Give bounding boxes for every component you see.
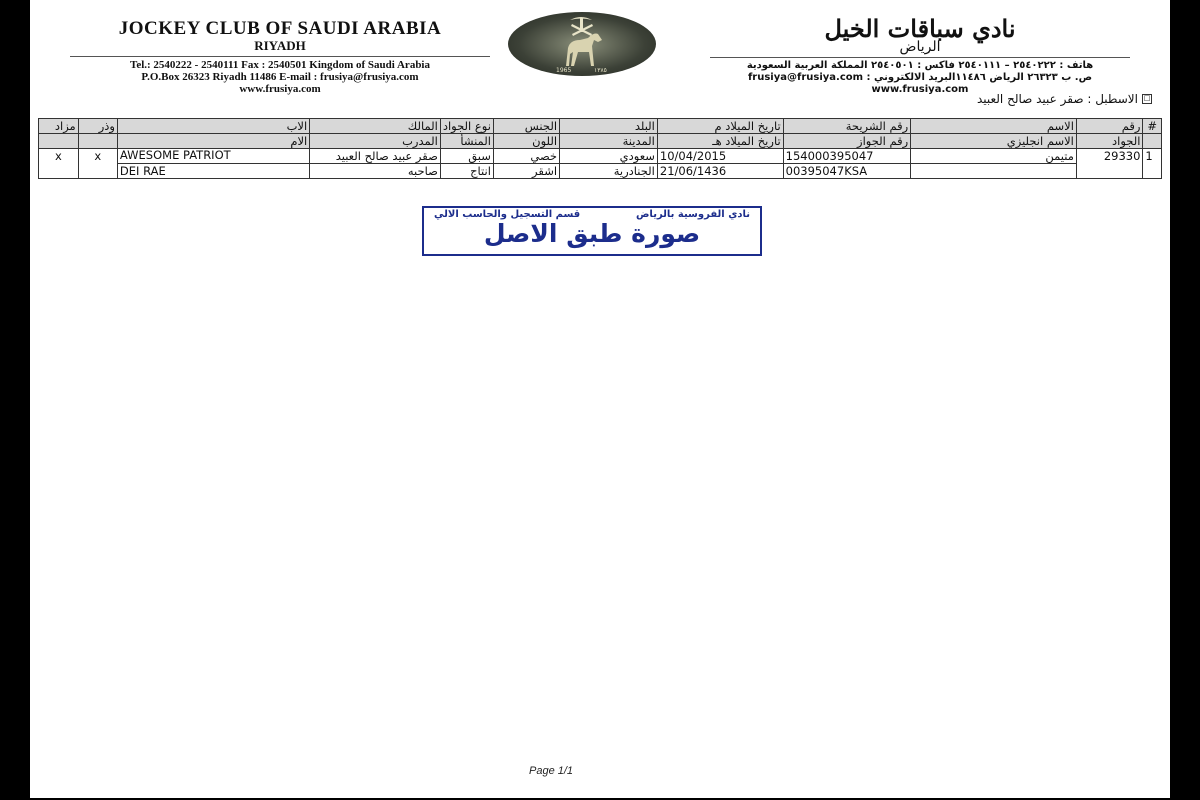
cell-country: سعودي	[560, 149, 658, 164]
col-sire: الاب	[117, 119, 309, 134]
cell-dam: DEI RAE	[117, 164, 309, 179]
col-name-en: الاسم انجليزي	[911, 134, 1077, 149]
divider	[710, 57, 1130, 58]
club-city-ar: الرياض	[899, 39, 941, 55]
club-logo	[508, 12, 656, 76]
col-color: اللون	[493, 134, 559, 149]
logo-year-right: ١٣٨٥	[594, 67, 607, 74]
col-wthr: وذر	[78, 119, 117, 134]
contact-line-ar-2: ص. ب ٢٦٣٢٣ الرياض ١١٤٨٦البريد الالكتروني : frusiya@frusiya.com	[747, 72, 1093, 83]
website-ar: www.frusiya.com	[871, 84, 969, 95]
cell-name: متيمن	[911, 149, 1077, 164]
col-birth-date-hijri: تاريخ الميلاد هـ	[657, 134, 783, 149]
contact-line-en-2: P.O.Box 26323 Riyadh 11486 E-mail : frusiya@frusiya.com	[141, 71, 419, 83]
col-trainer: المدرب	[310, 134, 441, 149]
col-origin: المنشأ	[440, 134, 493, 149]
divider	[70, 56, 490, 57]
club-name-ar: نادي سباقات الخيل	[824, 14, 1016, 43]
col-sex: الجنس	[493, 119, 559, 134]
checkbox-icon: □	[1143, 94, 1151, 102]
table-header-row-2	[39, 134, 1162, 149]
certified-copy-stamp	[422, 206, 762, 256]
table-row	[39, 149, 1162, 164]
contact-line-ar-1: هاتف : ٢٥٤٠٢٢٢ – ٢٥٤٠١١١ فاكس : ٢٥٤٠٥٠١ المملكة العربية السعودية	[746, 60, 1094, 71]
english-letterhead	[70, 18, 490, 95]
col-blank	[78, 134, 117, 149]
col-horse-label: الجواد	[1076, 134, 1143, 149]
col-auction: مزاد	[39, 119, 79, 134]
cell-name-en	[911, 164, 1077, 179]
cell-color: اشقر	[493, 164, 559, 179]
stamp-text: صورة طبق الاصل	[483, 219, 701, 248]
cell-city: الجنادرية	[560, 164, 658, 179]
col-city: المدينة	[560, 134, 658, 149]
col-index: #	[1143, 119, 1162, 134]
col-passport: رقم الجواز	[783, 134, 911, 149]
palm-swords-emblem-icon	[570, 17, 593, 36]
col-horse-type: نوع الجواد	[440, 119, 493, 134]
col-country: البلد	[560, 119, 658, 134]
cell-chip: 154000395047	[783, 149, 911, 164]
col-name: الاسم	[911, 119, 1077, 134]
logo-year-left: 1965	[556, 67, 572, 74]
arabic-letterhead	[710, 14, 1130, 96]
page-number: Page 1/1	[529, 765, 574, 777]
website-en: www.frusiya.com	[239, 83, 321, 95]
document-page	[30, 0, 1170, 798]
stable-line	[977, 92, 1152, 106]
cell-wthr: x	[78, 149, 117, 179]
col-birth-date: تاريخ الميلاد م	[657, 119, 783, 134]
col-owner: المالك	[310, 119, 441, 134]
club-name-en: JOCKEY CLUB OF SAUDI ARABIA	[118, 18, 442, 39]
stamp-club-name: نادي الفروسية بالرياض	[635, 209, 750, 220]
cell-owner: صقر عبيد صالح العبيد	[310, 149, 441, 164]
col-horse-number: رقم	[1076, 119, 1143, 134]
cell-trainer: صاحبه	[310, 164, 441, 179]
cell-birth-date-hijri: 21/06/1436	[657, 164, 783, 179]
col-dam: الام	[117, 134, 309, 149]
cell-birth-date: 10/04/2015	[657, 149, 783, 164]
horse-emblem-icon	[566, 34, 602, 67]
cell-type: سبق	[440, 149, 493, 164]
col-blank	[39, 134, 79, 149]
cell-auction: x	[39, 149, 79, 179]
stamp-department: قسم التسجيل والحاسب الالي	[434, 209, 581, 220]
cell-passport: 00395047KSA	[783, 164, 911, 179]
horse-table	[38, 118, 1162, 179]
stable-name: الاسطبل : صقر عبيد صالح العبيد	[976, 92, 1138, 106]
cell-sire: AWESOME PATRIOT	[117, 149, 309, 164]
col-chip: رقم الشريحة	[783, 119, 911, 134]
table-row	[39, 164, 1162, 179]
club-city-en: RIYADH	[254, 38, 306, 53]
cell-sex: خصي	[493, 149, 559, 164]
table-header-row-1	[39, 119, 1162, 134]
cell-origin: انتاج	[440, 164, 493, 179]
contact-line-en-1: Tel.: 2540222 - 2540111 Fax : 2540501 Kingdom of Saudi Arabia	[130, 59, 430, 71]
col-blank	[1143, 134, 1162, 149]
cell-horse-number: 29330	[1076, 149, 1143, 179]
cell-index: 1	[1143, 149, 1162, 179]
